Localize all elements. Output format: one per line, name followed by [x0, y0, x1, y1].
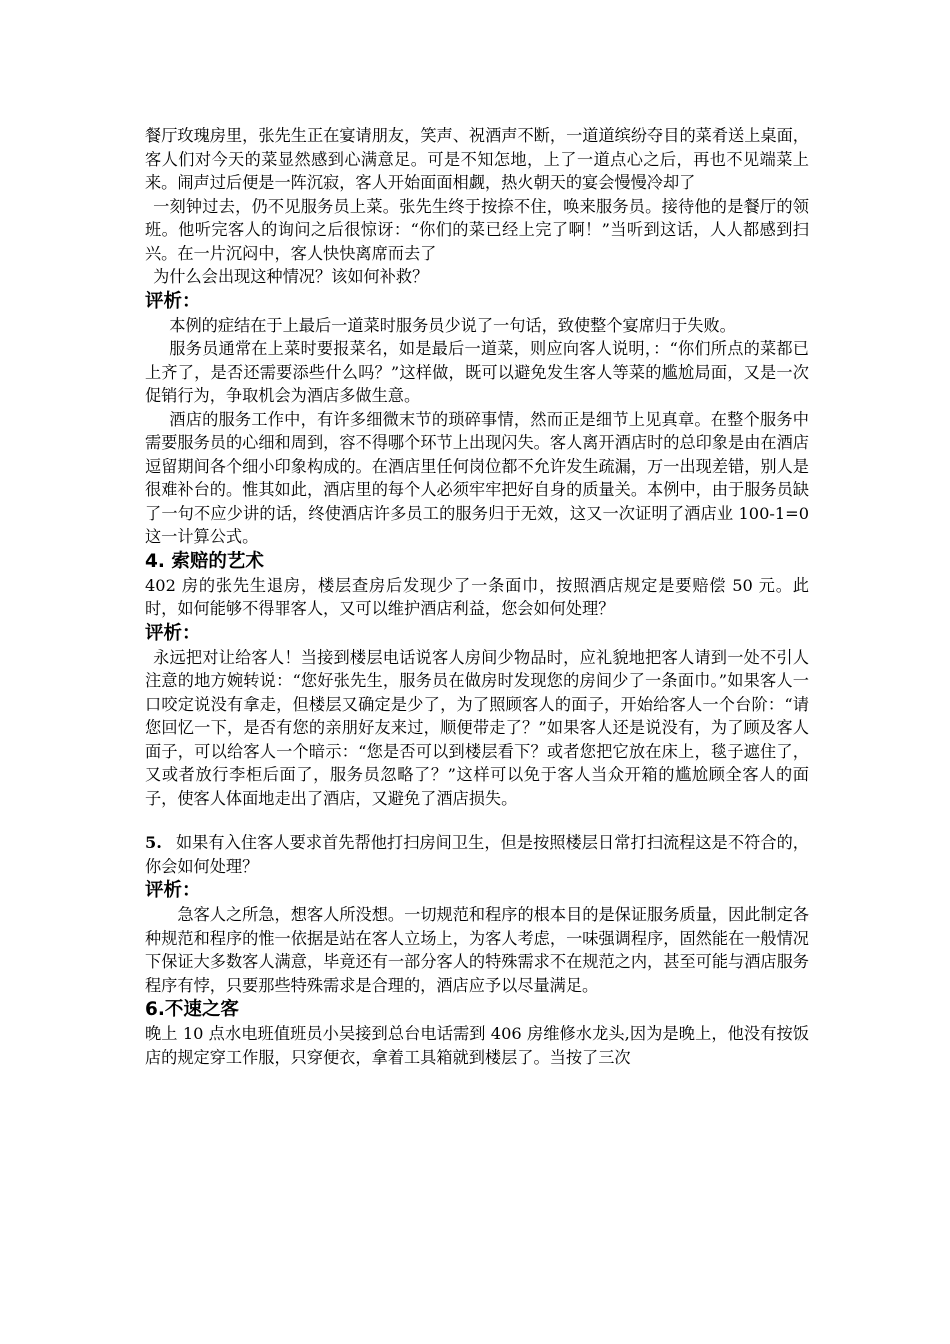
analysis-paragraph: 服务员通常在上菜时要报菜名，如是最后一道菜，则应向客人说明，：“你们所点的菜都已上齐了，是否还需要添些什么吗？”这样做，既可以避免发生客人等菜的尴尬局面，又是一次促销行为，争取机会为酒店多做生意。 [145, 339, 809, 405]
analysis-heading: 评析： [145, 622, 201, 644]
blank-line [145, 810, 809, 831]
section-heading-6: 6.不速之客 [145, 999, 239, 1020]
case-paragraph: 餐厅玫瑰房里，张先生正在宴请朋友，笑声、祝酒声不断，一道道缤纷夺目的菜肴送上桌面，客人们对今天的菜显然感到心满意足。可是不知怎地，上了一道点心之后，再也不见端菜上来。闹声过后便是一阵沉寂，客人开始面面相觑，热火朝天的宴会慢慢冷却了 [145, 126, 809, 192]
analysis-heading: 评析： [145, 290, 201, 312]
section-heading-4: 4. 索赔的艺术 [145, 550, 264, 572]
analysis-paragraph: 永远把对让给客人！当接到楼层电话说客人房间少物品时，应礼貌地把客人请到一处不引人注意的地方婉转说：“您好张先生，服务员在做房时发现您的房间少了一条面巾。”如果客人一口咬定说没有拿走，但楼层又确定是少了，为了照顾客人的面子，开始给客人一个台阶：“请您回忆一下，是否有您的亲朋好友来过，顺便带走了？”如果客人还是说没有，为了顾及客人面子，可以给客人一个暗示：“您是否可以到楼层看下？或者您把它放在床上，毯子遮住了，又或者放行李柜后面了，服务员忽略了？”这样可以免于客人当众开箱的尴尬顾全客人的面子，使客人体面地走出了酒店，又避免了酒店损失。 [145, 647, 809, 808]
analysis-paragraph: 急客人之所急，想客人所没想。一切规范和程序的根本目的是保证服务质量，因此制定各种规范和程序的惟一依据是站在客人立场上，为客人考虑，一味强调程序，固然能在一般情况下保证大多数客人满意，毕竟还有一部分客人的特殊需求不在规范之内，甚至可能与酒店服务程序有悖，只要那些特殊需求是合理的，酒店应予以尽量满足。 [145, 905, 809, 995]
analysis-paragraph: 本例的症结在于上最后一道菜时服务员少说了一句话，致使整个宴席归于失败。 [169, 315, 736, 335]
document-page [145, 124, 809, 1069]
case-paragraph: 402 房的张先生退房，楼层查房后发现少了一条面巾，按照酒店规定是要赔偿 50 元。此时，如何能够不得罪客人，又可以维护酒店利益，您会如何处理？ [145, 575, 809, 618]
analysis-heading: 评析： [145, 880, 201, 901]
case-paragraph: 晚上 10 点水电班值班员小吴接到总台电话需到 406 房维修水龙头,因为是晚上，他没有按饭店的规定穿工作服，只穿便衣，拿着工具箱就到楼层了。当按了三次 [145, 1024, 809, 1067]
question-5 [145, 831, 809, 878]
question-number: 5. [145, 833, 162, 852]
analysis-paragraph: 酒店的服务工作中，有许多细微末节的琐碎事情，然而正是细节上见真章。在整个服务中需要服务员的心细和周到，容不得哪个环节上出现闪失。客人离开酒店时的总印象是由在酒店逗留期间各个细小印象构成的。在酒店里任何岗位都不允许发生疏漏，万一出现差错，别人是很难补台的。惟其如此，酒店里的每个人必须牢牢把好自身的质量关。本例中，由于服务员缺了一句不应少讲的话，终使酒店许多员工的服务归于无效，这又一次证明了酒店业 100-1=0 这一计算公式。 [145, 409, 809, 546]
case-question: 为什么会出现这种情况？该如何补救？ [153, 267, 429, 286]
case-paragraph: 一刻钟过去，仍不见服务员上菜。张先生终于按捺不住，唤来服务员。接待他的是餐厅的领班。他听完客人的询问之后很惊讶：“你们的菜已经上完了啊！”当听到这话，人人都感到扫兴。在一片沉闷中，客人快快离席而去了 [145, 196, 809, 263]
question-text: 如果有入住客人要求首先帮他打扫房间卫生，但是按照楼层日常打扫流程这是不符合的，你会如何处理？ [145, 833, 809, 876]
